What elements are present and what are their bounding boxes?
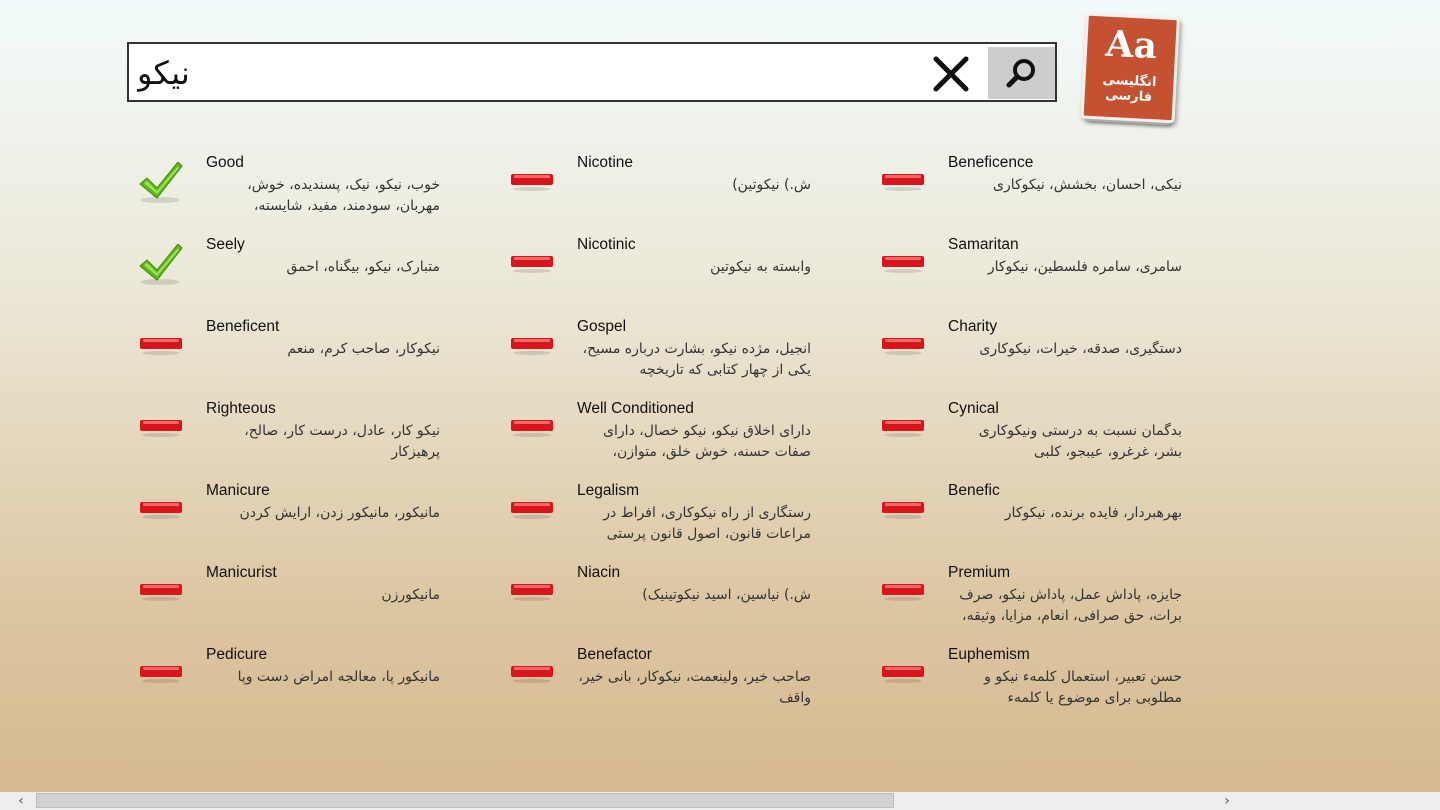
result-item[interactable]: [880, 646, 1240, 732]
minus-icon: [509, 490, 557, 540]
result-meaning: مانیکور، مانیکور زدن، ارایش کردن: [239, 505, 440, 521]
result-meaning: مانیکورزن: [381, 587, 440, 603]
result-item[interactable]: [880, 564, 1240, 650]
minus-icon: [138, 490, 186, 540]
minus-icon: [880, 572, 928, 622]
result-word: Beneficence: [948, 154, 1034, 171]
minus-icon: [880, 490, 928, 540]
result-meaning: دارای اخلاق نیکو، نیکو خصال، دارای صفات حسنه، خوش خلق، متوازن،: [603, 423, 811, 460]
scroll-left-arrow[interactable]: ‹: [18, 793, 24, 809]
logo-card: [1081, 13, 1180, 124]
minus-icon: [880, 244, 928, 294]
result-meaning: رستگاری از راه نیکوکاری، افراط در مراعات قانون، اصول قانون پرستی: [603, 505, 811, 542]
result-item[interactable]: [880, 482, 1240, 568]
search-icon: [988, 47, 1055, 99]
minus-icon: [138, 654, 186, 704]
result-word: Charity: [948, 318, 998, 335]
result-item[interactable]: [138, 318, 498, 404]
minus-icon: [880, 326, 928, 376]
result-item[interactable]: [880, 318, 1240, 404]
minus-icon: [509, 654, 557, 704]
scroll-right-arrow[interactable]: ›: [1224, 793, 1230, 809]
result-item[interactable]: [138, 482, 498, 568]
app-logo: [1080, 13, 1184, 132]
result-word: Legalism: [577, 482, 640, 499]
result-item[interactable]: [509, 236, 869, 322]
result-item[interactable]: [138, 236, 498, 322]
result-meaning: نیکی، احسان، بخشش، نیکوکاری: [992, 177, 1182, 193]
result-item[interactable]: [509, 482, 869, 568]
result-item[interactable]: [138, 400, 498, 486]
search-box: [127, 42, 1057, 102]
logo-language-label: [1084, 72, 1173, 107]
check-icon: [138, 162, 186, 212]
result-word: Cynical: [948, 400, 999, 417]
minus-icon: [509, 244, 557, 294]
result-word: Righteous: [206, 400, 276, 417]
result-meaning: صاحب خیر، ولینعمت، نیکوکار، بانی خیر، واقف: [578, 669, 811, 706]
result-word: Nicotinic: [577, 236, 636, 253]
result-meaning: بهرهبردار، فایده برنده، نیکوکار: [1004, 505, 1182, 521]
result-word: Benefactor: [577, 646, 652, 663]
result-word: Well Conditioned: [577, 400, 694, 417]
scrollbar-thumb[interactable]: [36, 793, 894, 808]
result-word: Euphemism: [948, 646, 1030, 663]
result-item[interactable]: [138, 154, 498, 240]
result-word: Samaritan: [948, 236, 1019, 253]
result-meaning: وابسته به نیکوتین: [710, 259, 811, 275]
horizontal-scrollbar[interactable]: [0, 792, 1440, 810]
result-word: Manicurist: [206, 564, 277, 581]
result-item[interactable]: [138, 646, 498, 732]
result-word: Nicotine: [577, 154, 633, 171]
minus-icon: [509, 326, 557, 376]
result-word: Seely: [206, 236, 245, 253]
minus-icon: [509, 572, 557, 622]
search-input[interactable]: [137, 48, 917, 98]
minus-icon: [509, 408, 557, 458]
result-item[interactable]: [509, 154, 869, 240]
minus-icon: [509, 162, 557, 212]
result-meaning: مانیکور پا، معالجه امراض دست وپا: [237, 669, 440, 685]
result-word: Good: [206, 154, 244, 171]
logo-line-english: انگلیسی: [1102, 72, 1157, 91]
result-meaning: سامری، سامره فلسطین، نیکوکار: [987, 259, 1182, 275]
minus-icon: [880, 162, 928, 212]
check-icon: [138, 244, 186, 294]
minus-icon: [138, 408, 186, 458]
result-word: Manicure: [206, 482, 270, 499]
result-word: Beneficent: [206, 318, 280, 335]
result-meaning: ش.) نیکوتین): [732, 177, 811, 193]
result-meaning: ش.) نیاسین، اسید نیکوتینیک): [642, 587, 811, 603]
logo-aa: Aa: [1104, 22, 1159, 68]
result-meaning: نیکو کار، عادل، درست کار، صالح، پرهیزکار: [244, 423, 440, 460]
result-word: Benefic: [948, 482, 1000, 499]
clear-button[interactable]: [929, 52, 973, 96]
result-meaning: انجیل، مژده نیکو، بشارت درباره مسیح، یکی از چهار کتابی که تاریخچه: [582, 341, 811, 378]
minus-icon: [138, 572, 186, 622]
result-meaning: خوب، نیکو، نیک، پسندیده، خوش، مهربان، سودمند، مفید، شایسته،: [247, 177, 440, 214]
minus-icon: [138, 326, 186, 376]
result-word: Premium: [948, 564, 1011, 581]
result-meaning: دستگیری، صدقه، خیرات، نیکوکاری: [979, 341, 1182, 357]
result-meaning: نیکوکار، صاحب کرم، منعم: [287, 341, 440, 357]
result-meaning: جایزه، پاداش عمل، پاداش نیکو، صرف برات، حق صرافی، انعام، مزایا، وثیقه،: [959, 587, 1182, 624]
result-item[interactable]: [509, 400, 869, 486]
result-item[interactable]: [880, 154, 1240, 240]
logo-line-persian: فارسی: [1104, 87, 1153, 106]
search-button[interactable]: [988, 47, 1055, 99]
result-meaning: حسن تعبیر، استعمال کلمهء نیکو و مطلوبی برای موضوع یا کلمهء: [984, 669, 1182, 706]
close-icon: [929, 52, 973, 96]
result-word: Niacin: [577, 564, 621, 581]
result-item[interactable]: [509, 318, 869, 404]
result-word: Gospel: [577, 318, 627, 335]
result-item[interactable]: [880, 400, 1240, 486]
minus-icon: [880, 654, 928, 704]
result-item[interactable]: [509, 646, 869, 732]
result-meaning: متبارک، نیکو، بیگناه، احمق: [286, 259, 440, 275]
minus-icon: [880, 408, 928, 458]
result-meaning: بدگمان نسبت به درستی ونیکوکاری بشر، غرغرو، عیبجو، کلبی: [978, 423, 1182, 460]
result-word: Pedicure: [206, 646, 268, 663]
result-item[interactable]: [880, 236, 1240, 322]
result-item[interactable]: [138, 564, 498, 650]
result-item[interactable]: [509, 564, 869, 650]
